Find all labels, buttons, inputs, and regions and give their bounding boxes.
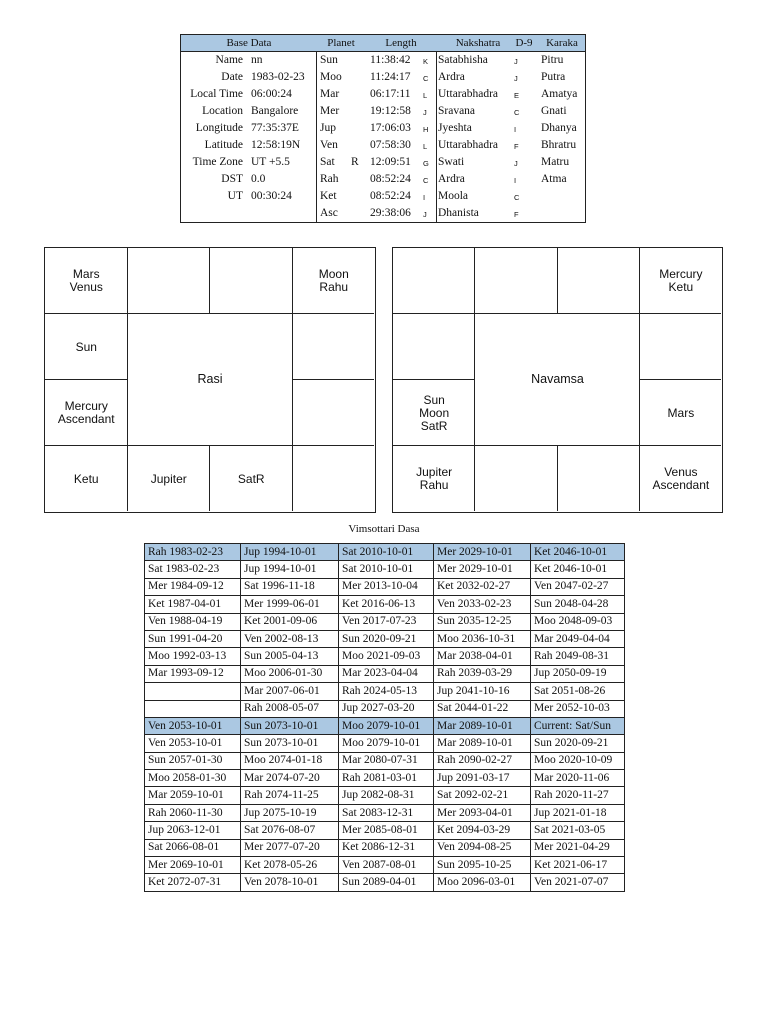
dasa-cell: Jup 2050-09-19 [531,665,625,682]
dasa-cell: Mar 2023-04-04 [339,665,434,682]
dasa-cell: Jup 2027-03-20 [339,700,434,717]
house-tl [393,248,475,314]
planet-d9: J [514,74,518,83]
planet-name: Jup [320,122,336,134]
dasa-cell: Mar 2059-10-01 [145,787,241,804]
base-data-table [180,34,586,223]
dasa-cell: Sat 1996-11-18 [241,578,339,595]
base-data-value: 12:58:19N [251,139,301,151]
planet-nakshatra: Ardra [438,71,465,83]
base-data-value: 0.0 [251,173,266,185]
dasa-header-cell: Mer 2029-10-01 [434,544,531,561]
dasa-cell: Rah 2020-11-27 [531,787,625,804]
base-data-value: Bangalore [251,105,299,117]
house-l3: Sun Moon SatR [419,392,450,433]
house-b2 [475,446,557,512]
dasa-cell: Mer 2093-04-01 [434,804,531,821]
dasa-cell: Jup 2063-12-01 [145,822,241,839]
dasa-row [145,630,625,647]
dasa-header-cell: Current: Sat/Sun [531,717,625,734]
planet-retrograde: R [351,156,359,168]
dasa-cell: Moo 2048-09-03 [531,613,625,630]
planet-length: 12:09:51 [370,156,411,168]
planet-d9: C [514,193,520,202]
base-table-header [181,35,585,52]
dasa-cell: Rah 2039-03-29 [434,665,531,682]
house-t2 [128,248,211,314]
dasa-row [145,770,625,787]
dasa-cell: Ket 2032-02-27 [434,578,531,595]
header-base-data: Base Data [226,37,272,49]
navamsa-chart [392,247,723,513]
planet-karaka: Bhratru [541,139,577,151]
dasa-cell: Jup 2041-10-16 [434,683,531,700]
planet-name: Mar [320,88,340,100]
dasa-table [144,543,625,892]
dasa-cell: Mar 2089-10-01 [434,735,531,752]
base-data-label: Longitude [195,122,243,134]
header-nakshatra: Nakshatra [455,37,501,49]
planet-pada: H [423,125,429,134]
planet-length: 06:17:11 [370,88,411,100]
dasa-cell: Ket 2086-12-31 [339,839,434,856]
dasa-cell: Ven 2021-07-07 [531,874,625,891]
dasa-cell: Moo 2006-01-30 [241,665,339,682]
base-data-label: UT [227,190,243,202]
dasa-cell: Jup 1994-10-01 [241,561,339,578]
planet-nakshatra: Dhanista [438,207,479,219]
dasa-cell: Mer 2029-10-01 [434,561,531,578]
base-data-label: DST [221,173,243,185]
house-t3 [210,248,293,314]
header-planet: Planet [327,37,355,49]
dasa-cell: Ket 2046-10-01 [531,561,625,578]
house-r3: Mars [667,405,695,420]
dasa-cell: Mer 2069-10-01 [145,857,241,874]
house-tl: Mars Venus [69,267,103,294]
dasa-cell: Ket 2016-06-13 [339,596,434,613]
house-bl: Jupiter Rahu [416,465,453,492]
dasa-cell: Jup 2082-08-31 [339,787,434,804]
base-data-value: UT +5.5 [251,156,290,168]
rasi-chart [44,247,376,513]
dasa-row [145,665,625,682]
dasa-cell: Ven 2078-10-01 [241,874,339,891]
dasa-cell: Mer 2013-10-04 [339,578,434,595]
planet-name: Asc [320,207,338,219]
dasa-row [145,700,625,717]
dasa-cell: Mer 2085-08-01 [339,822,434,839]
planet-pada: C [423,176,429,185]
dasa-cell: Mar 1993-09-12 [145,665,241,682]
base-data-value: 1983-02-23 [251,71,305,83]
dasa-cell: Rah 2081-03-01 [339,770,434,787]
dasa-cell: Sat 2044-01-22 [434,700,531,717]
dasa-cell: Mar 2080-07-31 [339,752,434,769]
dasa-cell: Sat 2076-08-07 [241,822,339,839]
planet-length: 08:52:24 [370,190,411,202]
dasa-cell: Mer 2077-07-20 [241,839,339,856]
dasa-header-cell: Rah 1983-02-23 [145,544,241,561]
base-data-value: 77:35:37E [251,122,299,134]
planet-name: Ket [320,190,337,202]
planet-name: Mer [320,105,340,117]
dasa-cell: Sun 2005-04-13 [241,648,339,665]
house-r2 [640,314,722,380]
dasa-cell: Rah 2008-05-07 [241,700,339,717]
house-r3 [293,380,376,446]
dasa-cell: Moo 2036-10-31 [434,630,531,647]
dasa-row [145,857,625,874]
dasa-cell: Mer 1984-09-12 [145,578,241,595]
base-data-label: Time Zone [192,156,243,168]
dasa-cell: Rah 2060-11-30 [145,804,241,821]
house-bl: Ketu [73,471,99,486]
house-r2 [293,314,376,380]
dasa-cell: Ven 2094-08-25 [434,839,531,856]
dasa-cell: Sat 2010-10-01 [339,561,434,578]
planet-karaka: Dhanya [541,122,577,134]
base-data-label: Date [221,71,243,83]
planet-name: Sat [320,156,335,168]
dasa-header-cell: Ven 2053-10-01 [145,717,241,734]
planet-length: 07:58:30 [370,139,411,151]
planet-d9: J [514,57,518,66]
planet-pada: G [423,159,429,168]
dasa-cell: Moo 2021-09-03 [339,648,434,665]
dasa-cell: Ven 1988-04-19 [145,613,241,630]
dasa-header-cell: Moo 2079-10-01 [339,717,434,734]
planet-name: Moo [320,71,342,83]
planet-pada: L [423,142,428,151]
dasa-cell: Ket 2078-05-26 [241,857,339,874]
planet-d9: J [514,159,518,168]
dasa-cell: Sun 2057-01-30 [145,752,241,769]
dasa-header-cell: Mar 2089-10-01 [434,717,531,734]
base-data-value: 00:30:24 [251,190,292,202]
header-length: Length [385,37,417,49]
dasa-cell: Ket 2021-06-17 [531,857,625,874]
house-b2: Jupiter [150,471,187,486]
dasa-cell: Sat 2051-08-26 [531,683,625,700]
planet-length: 11:38:42 [370,54,411,66]
dasa-cell: Sat 1983-02-23 [145,561,241,578]
planet-d9: I [514,176,517,185]
planet-karaka: Atma [541,173,567,185]
house-tr: Moon Rahu [318,267,349,294]
chart-title: Navamsa [531,372,584,386]
dasa-cell: Mer 2052-10-03 [531,700,625,717]
dasa-cell: Ven 2033-02-23 [434,596,531,613]
planet-length: 08:52:24 [370,173,411,185]
house-br: Venus Ascendant [652,465,710,492]
dasa-cell: Ket 2072-07-31 [145,874,241,891]
dasa-cell: Moo 2096-03-01 [434,874,531,891]
house-b3 [558,446,640,512]
planet-pada: L [423,91,428,100]
dasa-cell: Ket 2001-09-06 [241,613,339,630]
dasa-cell: Moo 1992-03-13 [145,648,241,665]
dasa-cell: Rah 2090-02-27 [434,752,531,769]
dasa-cell: Sun 2020-09-21 [339,630,434,647]
dasa-cell: Sat 2021-03-05 [531,822,625,839]
planet-karaka: Amatya [541,88,578,100]
dasa-header-cell: Sat 2010-10-01 [339,544,434,561]
dasa-header-cell: Sun 2073-10-01 [241,717,339,734]
dasa-row [145,804,625,821]
dasa-cell: Moo 2020-10-09 [531,752,625,769]
dasa-cell [145,683,241,700]
dasa-cell: Sun 2048-04-28 [531,596,625,613]
planet-d9: I [514,125,517,134]
dasa-cell: Mar 2038-04-01 [434,648,531,665]
planet-length: 17:06:03 [370,122,411,134]
house-br [293,446,376,512]
dasa-cell: Sat 2083-12-31 [339,804,434,821]
planet-d9: F [514,142,519,151]
dasa-cell: Jup 2021-01-18 [531,804,625,821]
planet-d9: F [514,210,519,219]
dasa-cell: Rah 2024-05-13 [339,683,434,700]
dasa-cell: Mar 2007-06-01 [241,683,339,700]
planet-nakshatra: Swati [438,156,465,168]
house-l3: Mercury Ascendant [57,399,115,426]
planet-pada: K [423,57,429,66]
planet-karaka: Pitru [541,54,564,66]
dasa-row [145,613,625,630]
dasa-cell: Ven 2047-02-27 [531,578,625,595]
dasa-cell: Mar 2049-04-04 [531,630,625,647]
dasa-title: Vimsottari Dasa [348,523,420,535]
dasa-row [145,648,625,665]
dasa-row [145,874,625,891]
dasa-cell: Sun 2095-10-25 [434,857,531,874]
planet-length: 19:12:58 [370,105,411,117]
planet-nakshatra: Moola [438,190,469,202]
planet-karaka: Matru [541,156,570,168]
planet-pada: J [423,210,427,219]
planet-pada: C [423,74,429,83]
planet-length: 11:24:17 [370,71,411,83]
dasa-cell: Sun 1991-04-20 [145,630,241,647]
house-tr: Mercury Ketu [659,267,703,294]
planet-nakshatra: Uttarabhadra [438,139,499,151]
dasa-cell: Moo 2074-01-18 [241,752,339,769]
house-t3 [558,248,640,314]
planet-karaka: Gnati [541,105,567,117]
dasa-cell: Ven 2002-08-13 [241,630,339,647]
planet-name: Sun [320,54,338,66]
dasa-cell: Jup 2075-10-19 [241,804,339,821]
house-l2 [393,314,475,380]
house-t2 [475,248,557,314]
dasa-header-row [145,544,625,561]
header-d9: D-9 [515,37,533,49]
dasa-cell: Sat 2092-02-21 [434,787,531,804]
dasa-row [145,822,625,839]
base-data-label: Local Time [190,88,243,100]
dasa-row [145,839,625,856]
dasa-header-cell: Jup 1994-10-01 [241,544,339,561]
chart-title: Rasi [197,372,223,386]
dasa-row [145,561,625,578]
dasa-cell: Jup 2091-03-17 [434,770,531,787]
column-divider [436,52,437,222]
base-data-label: Location [202,105,243,117]
house-l2: Sun [75,339,97,354]
dasa-cell: Mer 1999-06-01 [241,596,339,613]
planet-nakshatra: Satabhisha [438,54,488,66]
dasa-cell: Ven 2087-08-01 [339,857,434,874]
planet-name: Ven [320,139,338,151]
dasa-cell: Ket 2094-03-29 [434,822,531,839]
dasa-cell: Mer 2021-04-29 [531,839,625,856]
base-data-value: nn [251,54,263,66]
base-data-value: 06:00:24 [251,88,292,100]
base-data-label: Name [215,54,243,66]
dasa-cell: Sun 2020-09-21 [531,735,625,752]
planet-d9: C [514,108,520,117]
dasa-cell: Ven 2017-07-23 [339,613,434,630]
dasa-cell [145,700,241,717]
column-divider [316,52,317,222]
dasa-row [145,578,625,595]
dasa-row [145,683,625,700]
dasa-row [145,596,625,613]
dasa-cell: Ket 1987-04-01 [145,596,241,613]
planet-d9: E [514,91,520,100]
planet-pada: J [423,108,427,117]
planet-nakshatra: Sravana [438,105,476,117]
dasa-cell: Moo 2058-01-30 [145,770,241,787]
dasa-row [145,735,625,752]
dasa-cell: Rah 2049-08-31 [531,648,625,665]
planet-karaka: Putra [541,71,566,83]
dasa-cell: Moo 2079-10-01 [339,735,434,752]
dasa-cell: Ven 2053-10-01 [145,735,241,752]
planet-length: 29:38:06 [370,207,411,219]
dasa-header-row [145,717,625,734]
dasa-cell: Sun 2073-10-01 [241,735,339,752]
base-data-label: Latitude [204,139,243,151]
dasa-header-cell: Ket 2046-10-01 [531,544,625,561]
dasa-cell: Mar 2020-11-06 [531,770,625,787]
planet-pada: I [423,193,426,202]
dasa-cell: Mar 2074-07-20 [241,770,339,787]
house-b3: SatR [237,471,265,486]
dasa-cell: Rah 2074-11-25 [241,787,339,804]
header-karaka: Karaka [546,37,578,49]
planet-nakshatra: Jyeshta [438,122,472,134]
dasa-row [145,752,625,769]
dasa-cell: Sun 2035-12-25 [434,613,531,630]
dasa-row [145,787,625,804]
planet-nakshatra: Uttarabhadra [438,88,499,100]
dasa-cell: Sat 2066-08-01 [145,839,241,856]
dasa-cell: Sun 2089-04-01 [339,874,434,891]
planet-nakshatra: Ardra [438,173,465,185]
planet-name: Rah [320,173,339,185]
